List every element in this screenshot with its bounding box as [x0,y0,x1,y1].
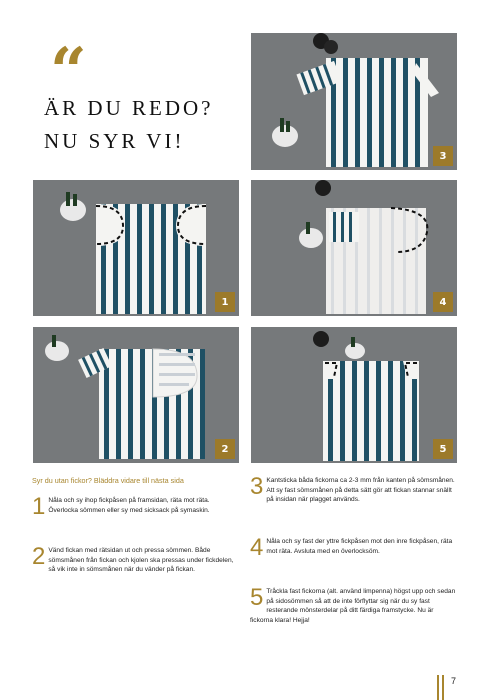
photo-step-5 [251,327,457,463]
headline-line-2: NU SYR VI! [44,129,185,153]
page-number: 7 [451,676,457,686]
step-text: Vänd fickan med rätsidan ut och pressa sömmen. Både sömsmånen från fickan och kjolen ska pressas under fickdelen, så vik inte in sömsmånen när du vänder på fickan. [48,547,234,574]
step-badge-5: 5 [433,439,453,459]
step-number: 4 [250,534,264,561]
step-text: Nåla och sy ihop fickpåsen på framsidan, räta mot räta. Överlocka sömmen eller sy med sicksack på symaskin. [48,497,210,514]
step-badge-4: 4 [433,292,453,312]
step-1 [32,493,240,520]
step-3 [250,473,456,505]
step-number: 5 [250,584,264,611]
step-number: 1 [32,493,46,520]
step-5 [250,584,456,625]
step-text: Kantsticka båda fickorna ca 2-3 mm från kanten på sömsmånen. Att sy fast sömsmånen på detta sätt gör att fickan stannar snällt på insidan när plagget används. [266,477,455,504]
headline-line-1: ÄR DU REDO? [44,96,214,120]
footer-rule-2 [442,675,444,700]
photo-step-4 [251,180,457,316]
step-number: 2 [32,543,46,570]
photo-step-3 [251,33,457,170]
step-text: Tråckla fast fickorna (alt. använd limpenna) högst upp och sedan på sidosömmen så att de inte förflyttar sig när du sy fast resterande mönsterdelar på ditt färdiga framstycke. Nu är fickorna klara! Hejja! [250,588,456,624]
step-number: 3 [250,473,264,500]
step-badge-2: 2 [215,439,235,459]
footer-rule-1 [437,675,439,700]
step-text: Nåla och sy fast der yttre fickpåsen mot den inre fickpåsen, räta mot räta. Avsluta med en överlocksöm. [266,538,453,555]
quote-mark: “ [50,34,81,109]
headline [44,92,234,158]
photo-step-2 [33,327,239,463]
photo-step-1 [33,180,239,316]
step-badge-3: 3 [433,146,453,166]
step-badge-1: 1 [215,292,235,312]
intro-text: Syr du utan fickor? Bläddra vidare till nästa sida [32,476,184,485]
step-2 [32,543,240,575]
step-4 [250,534,456,561]
